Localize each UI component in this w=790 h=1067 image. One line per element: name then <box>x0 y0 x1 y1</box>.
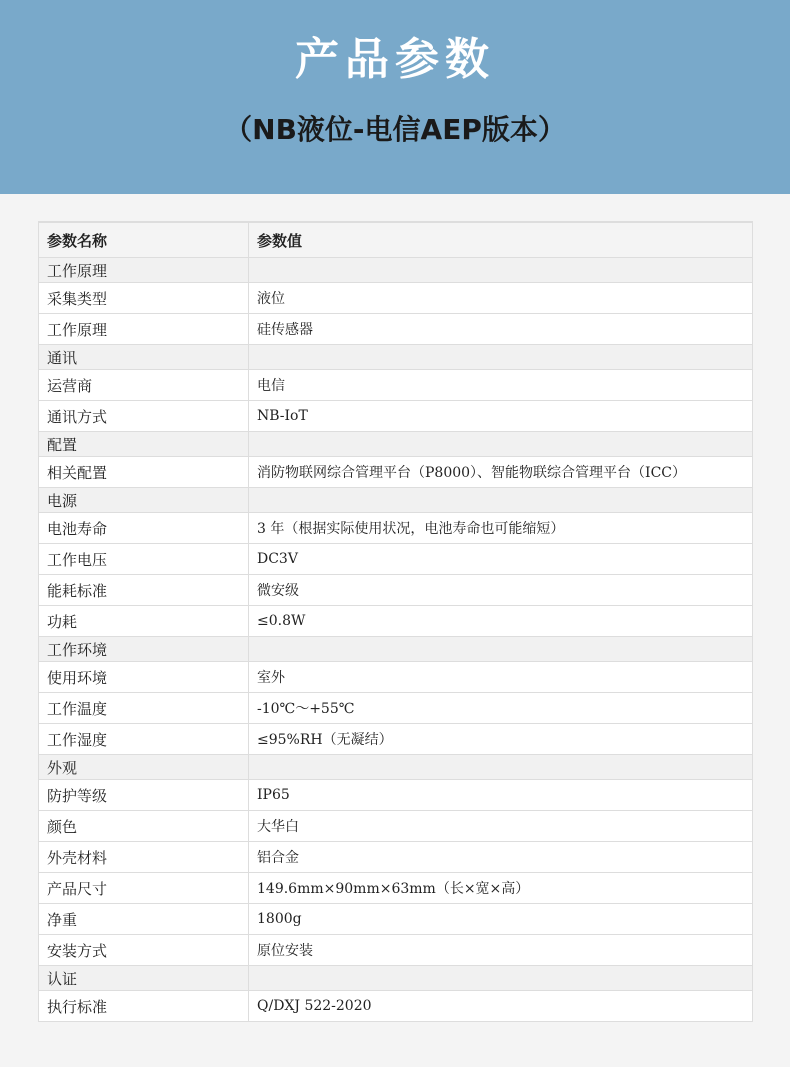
section-empty-cell <box>249 966 753 991</box>
table-row <box>39 724 753 755</box>
param-name: 功耗 <box>39 606 249 637</box>
table-section-row <box>39 432 753 457</box>
param-name: 使用环境 <box>39 662 249 693</box>
table-row <box>39 991 753 1022</box>
table-row <box>39 370 753 401</box>
param-name: 工作温度 <box>39 693 249 724</box>
table-section-row <box>39 488 753 513</box>
param-value: ≤0.8W <box>249 606 753 637</box>
section-label: 配置 <box>39 432 249 457</box>
param-name: 采集类型 <box>39 283 249 314</box>
section-empty-cell <box>249 432 753 457</box>
header-param-name: 参数名称 <box>39 223 249 258</box>
param-value: 微安级 <box>249 575 753 606</box>
section-empty-cell <box>249 258 753 283</box>
section-empty-cell <box>249 755 753 780</box>
param-name: 相关配置 <box>39 457 249 488</box>
table-row <box>39 662 753 693</box>
table-header-row <box>39 223 753 258</box>
table-row <box>39 811 753 842</box>
page-title: 产品参数 <box>295 34 495 85</box>
table-section-row <box>39 258 753 283</box>
param-value: ≤95%RH（无凝结） <box>249 724 753 755</box>
param-value: 原位安装 <box>249 935 753 966</box>
param-value: 大华白 <box>249 811 753 842</box>
page-subtitle: （NB液位-电信AEP版本） <box>224 113 566 146</box>
table-row <box>39 693 753 724</box>
table-row <box>39 544 753 575</box>
section-empty-cell <box>249 488 753 513</box>
table-row <box>39 457 753 488</box>
section-label: 工作原理 <box>39 258 249 283</box>
param-value: 液位 <box>249 283 753 314</box>
header-param-value: 参数值 <box>249 223 753 258</box>
table-row <box>39 513 753 544</box>
section-label: 电源 <box>39 488 249 513</box>
param-name: 净重 <box>39 904 249 935</box>
table-row <box>39 842 753 873</box>
param-value: 3 年（根据实际使用状况，电池寿命也可能缩短） <box>249 513 753 544</box>
table-section-row <box>39 637 753 662</box>
param-value: 室外 <box>249 662 753 693</box>
param-value: 消防物联网综合管理平台（P8000）、智能物联综合管理平台（ICC） <box>249 457 753 488</box>
param-name: 外壳材料 <box>39 842 249 873</box>
table-row <box>39 606 753 637</box>
table-row <box>39 873 753 904</box>
param-value: IP65 <box>249 780 753 811</box>
param-name: 产品尺寸 <box>39 873 249 904</box>
param-value: 硅传感器 <box>249 314 753 345</box>
table-section-row <box>39 966 753 991</box>
param-value: DC3V <box>249 544 753 575</box>
table-section-row <box>39 345 753 370</box>
param-value: -10℃～+55℃ <box>249 693 753 724</box>
param-name: 颜色 <box>39 811 249 842</box>
param-name: 安装方式 <box>39 935 249 966</box>
table-row <box>39 575 753 606</box>
header-banner <box>0 0 790 194</box>
param-value: Q/DXJ 522-2020 <box>249 991 753 1022</box>
section-empty-cell <box>249 637 753 662</box>
param-name: 工作电压 <box>39 544 249 575</box>
section-label: 认证 <box>39 966 249 991</box>
table-row <box>39 935 753 966</box>
parameter-table <box>38 222 753 1022</box>
param-name: 通讯方式 <box>39 401 249 432</box>
table-row <box>39 401 753 432</box>
param-name: 执行标准 <box>39 991 249 1022</box>
param-value: 1800g <box>249 904 753 935</box>
section-label: 外观 <box>39 755 249 780</box>
table-row <box>39 780 753 811</box>
param-value: 149.6mm×90mm×63mm（长×宽×高） <box>249 873 753 904</box>
section-label: 工作环境 <box>39 637 249 662</box>
table-row <box>39 904 753 935</box>
param-name: 电池寿命 <box>39 513 249 544</box>
param-value: 电信 <box>249 370 753 401</box>
table-section-row <box>39 755 753 780</box>
parameter-table-container <box>38 221 753 1022</box>
param-name: 运营商 <box>39 370 249 401</box>
table-row <box>39 283 753 314</box>
param-name: 能耗标准 <box>39 575 249 606</box>
param-name: 工作湿度 <box>39 724 249 755</box>
param-name: 工作原理 <box>39 314 249 345</box>
param-value: NB-IoT <box>249 401 753 432</box>
param-value: 铝合金 <box>249 842 753 873</box>
section-label: 通讯 <box>39 345 249 370</box>
section-empty-cell <box>249 345 753 370</box>
table-row <box>39 314 753 345</box>
param-name: 防护等级 <box>39 780 249 811</box>
